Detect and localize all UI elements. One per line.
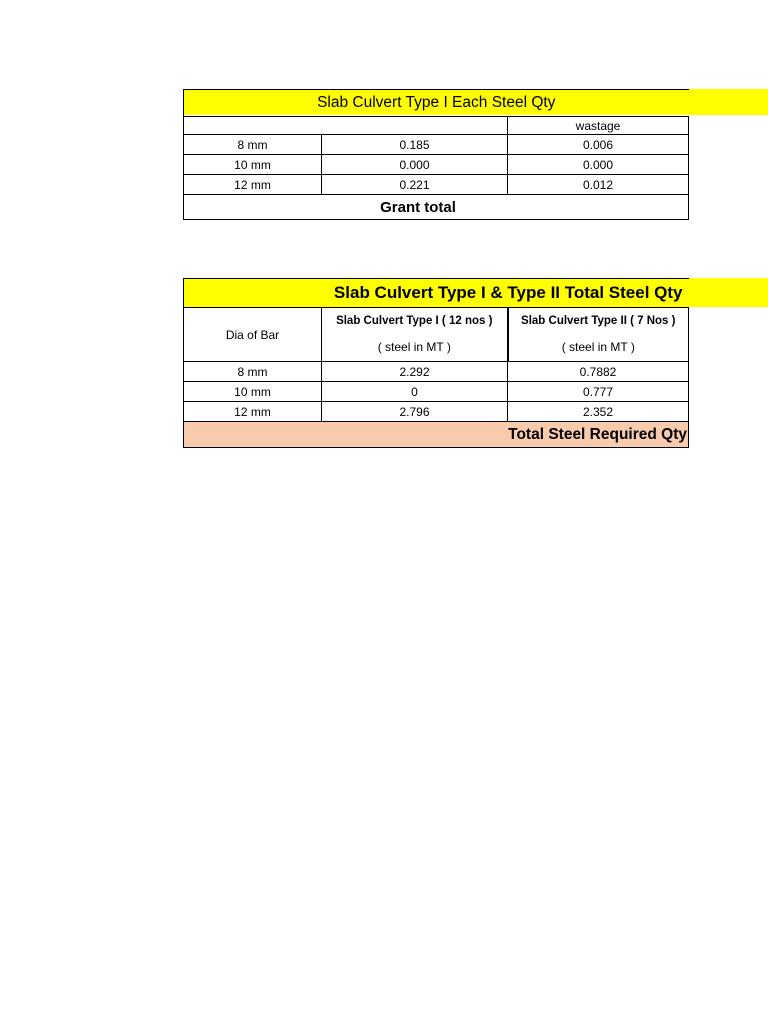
grant-total-label: Grant total <box>380 198 456 216</box>
table-row <box>184 362 689 382</box>
wastage-cell[interactable]: 0.006 <box>508 135 689 155</box>
total-steel-required-label[interactable]: Total Steel Required Qty <box>184 422 689 448</box>
table2-total-row <box>184 422 689 448</box>
grant-total-cell[interactable] <box>184 195 689 220</box>
type2-cell[interactable]: 0.7882 <box>508 362 689 382</box>
type1-header-name: Slab Culvert Type I ( 12 nos ) <box>336 315 493 327</box>
qty-cell[interactable]: 0.221 <box>322 175 508 195</box>
type2-cell[interactable]: 0.777 <box>508 382 689 402</box>
wastage-cell[interactable]: 0.012 <box>508 175 689 195</box>
table2-header-row <box>184 308 689 362</box>
wastage-cell[interactable]: 0.000 <box>508 155 689 175</box>
dia-cell[interactable]: 12 mm <box>184 402 322 422</box>
type1-cell[interactable]: 2.292 <box>322 362 508 382</box>
table1-title-row <box>184 90 689 117</box>
type2-header-unit: ( steel in MT ) <box>561 340 635 354</box>
dia-cell[interactable]: 10 mm <box>184 382 322 402</box>
table2-title-row <box>184 279 689 308</box>
dia-cell[interactable]: 12 mm <box>184 175 322 195</box>
type2-header-name: Slab Culvert Type II ( 7 Nos ) <box>521 315 676 327</box>
table-row <box>184 135 689 155</box>
type1-cell[interactable]: 0 <box>322 382 508 402</box>
table-row <box>184 175 689 195</box>
table-row <box>184 155 689 175</box>
table1-subheader-blank[interactable] <box>184 117 508 135</box>
qty-cell[interactable]: 0.000 <box>322 155 508 175</box>
type1-header-unit: ( steel in MT ) <box>377 340 451 354</box>
qty-cell[interactable]: 0.185 <box>322 135 508 155</box>
table-row <box>184 382 689 402</box>
dia-cell[interactable]: 8 mm <box>184 135 322 155</box>
table1-total-row <box>184 195 689 220</box>
type2-header[interactable] <box>508 308 689 362</box>
type2-cell[interactable]: 2.352 <box>508 402 689 422</box>
table2-title[interactable]: Slab Culvert Type I & Type II Total Steel Qty <box>184 279 689 308</box>
dia-cell[interactable]: 10 mm <box>184 155 322 175</box>
steel-qty-table <box>183 89 689 220</box>
dia-cell[interactable]: 8 mm <box>184 362 322 382</box>
table-row <box>184 402 689 422</box>
total-steel-table <box>183 278 689 448</box>
type1-header[interactable] <box>322 308 508 362</box>
dia-of-bar-header[interactable]: Dia of Bar <box>184 308 322 362</box>
table1-title[interactable]: Slab Culvert Type I Each Steel Qty <box>184 90 689 117</box>
table1-subheader-row <box>184 117 689 135</box>
type1-cell[interactable]: 2.796 <box>322 402 508 422</box>
wastage-header[interactable]: wastage <box>508 117 689 135</box>
